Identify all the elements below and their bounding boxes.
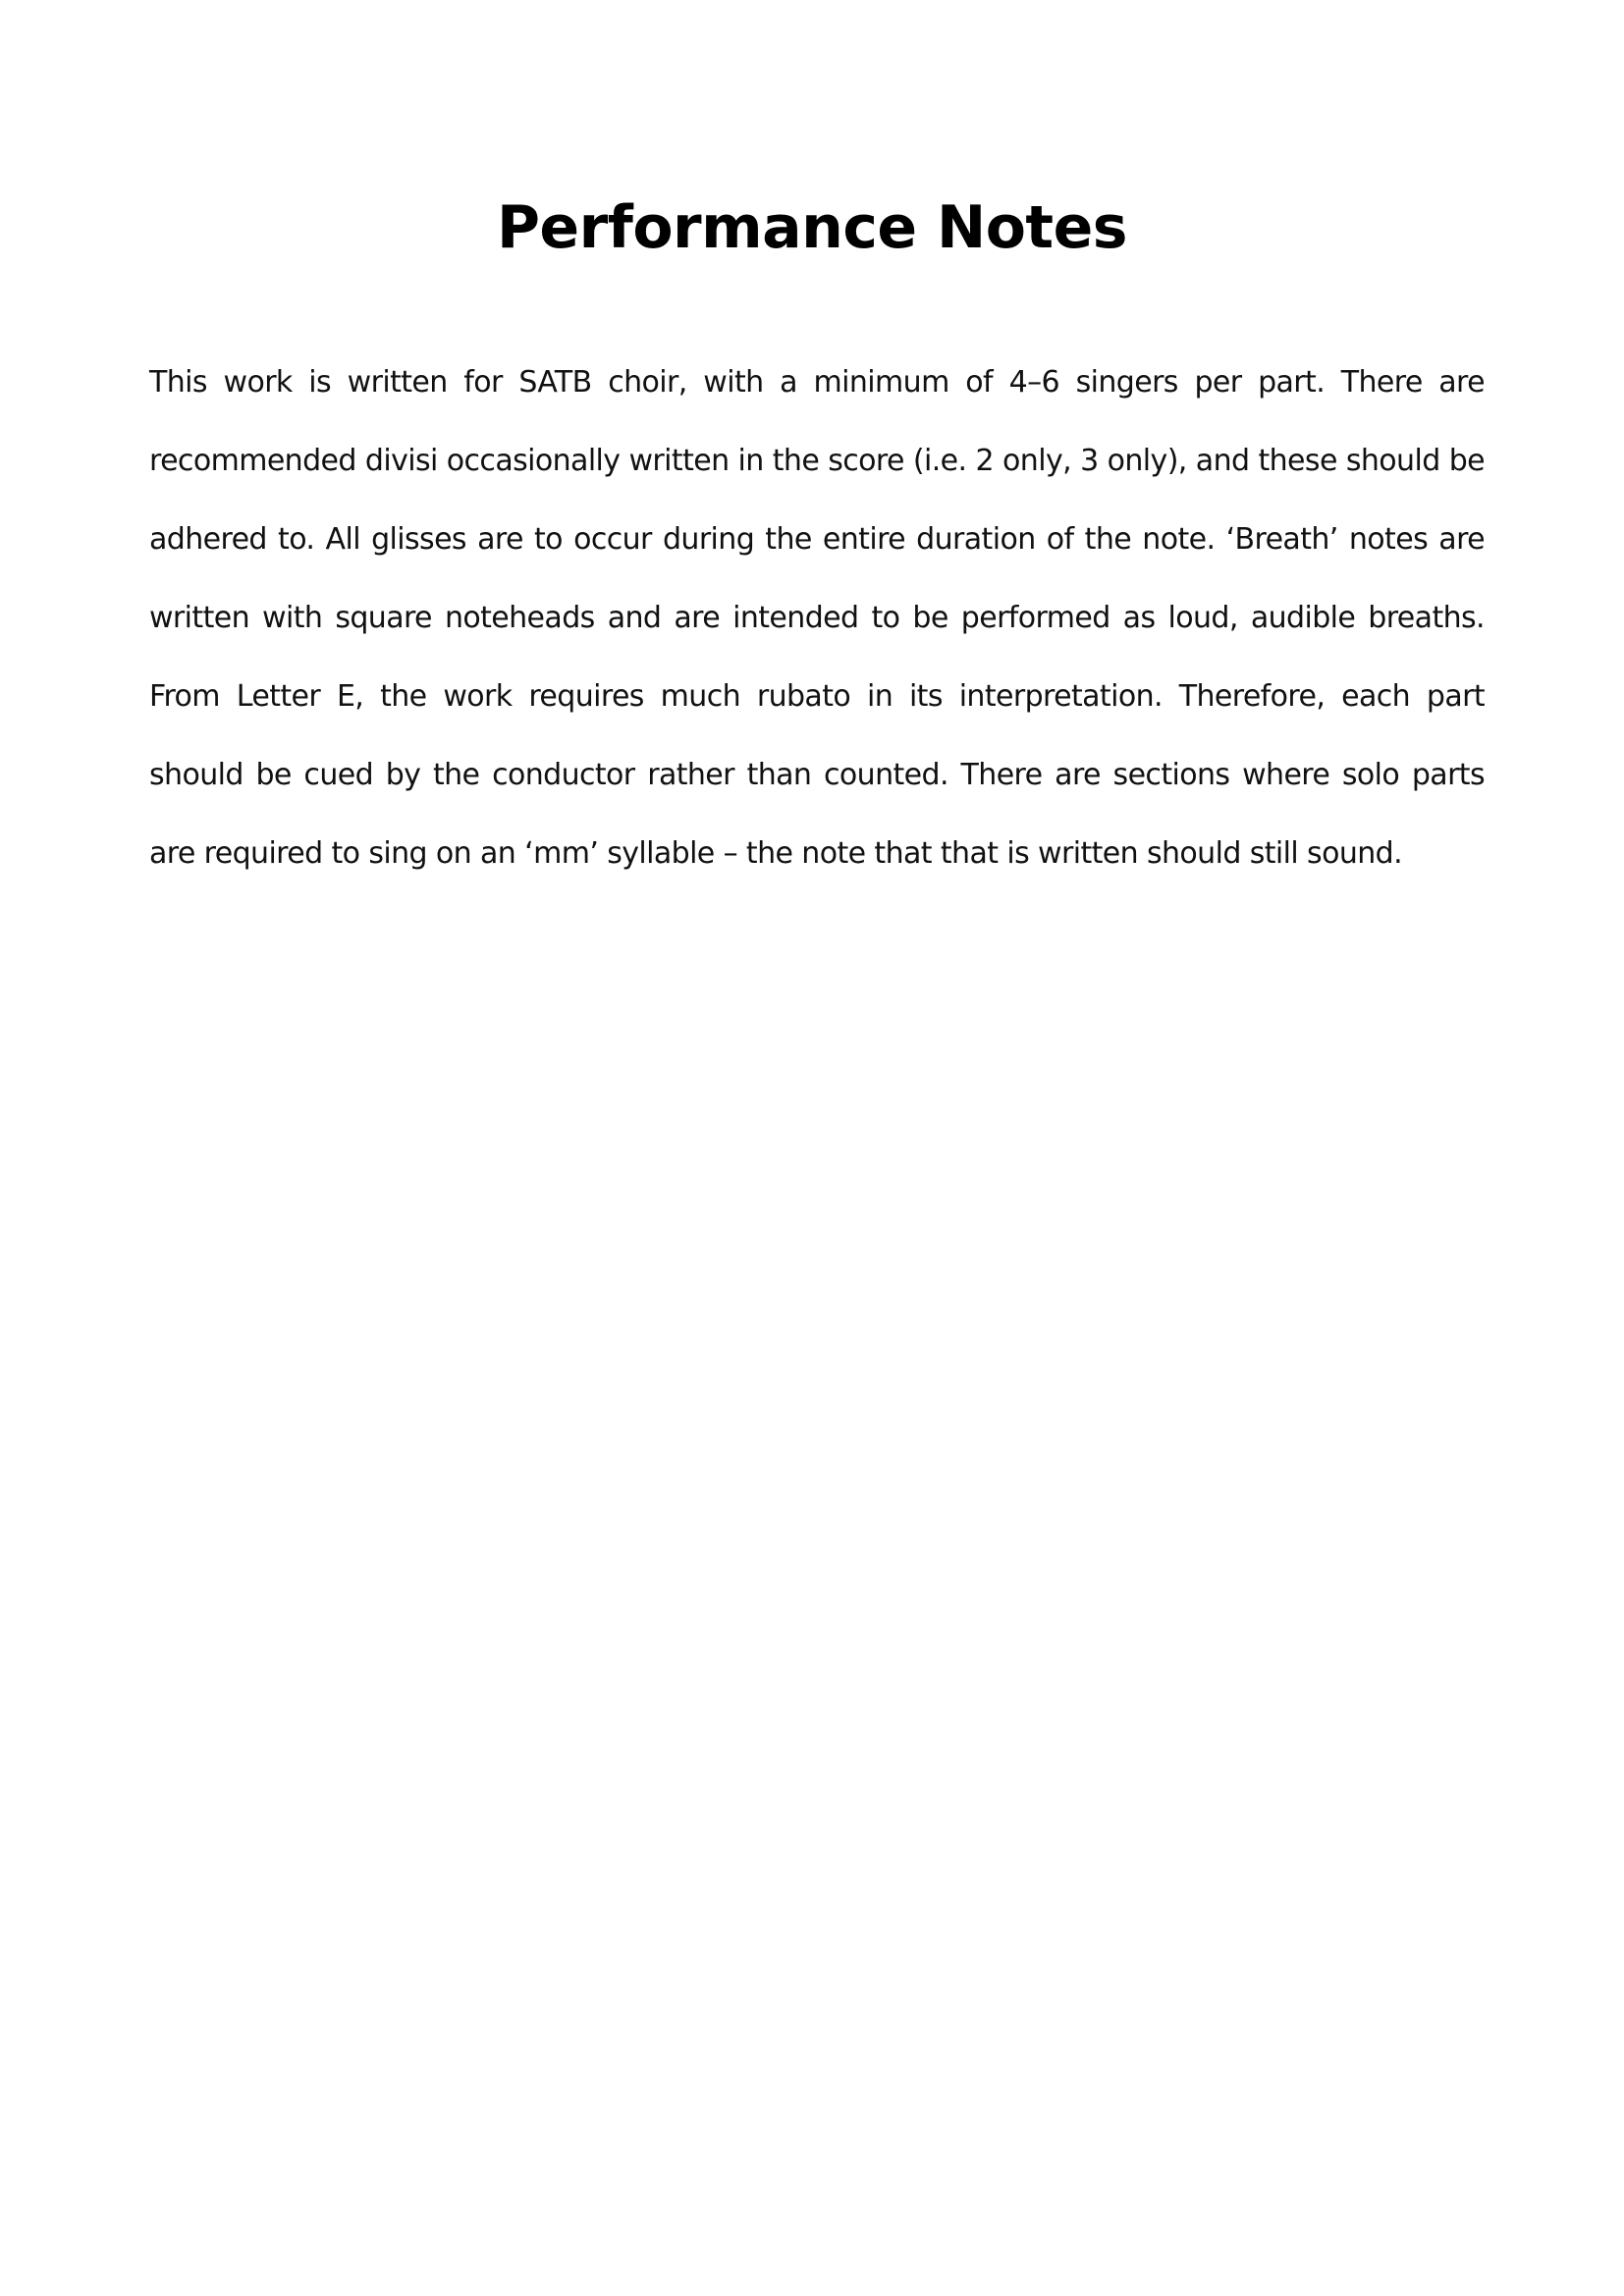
page-title: Performance Notes bbox=[496, 193, 1128, 262]
performance-notes-paragraph: This work is written for SATB choir, with a minimum of 4–6 singers per part. There are recommended divisi occasionally written in the score (i.e. 2 only, 3 only), and these should be adhered to. All glisses are to occur during the entire duration of the note. ‘Breath’ notes are written with square noteheads and are intended to be performed as loud, audible breaths. From Letter E, the work requires much rubato in its interpretation. Therefore, each part should be cued by the conductor rather than counted. There are sections where solo parts are required to sing on an ‘mm’ syllable – the note that that is written should still sound. bbox=[149, 365, 1485, 871]
